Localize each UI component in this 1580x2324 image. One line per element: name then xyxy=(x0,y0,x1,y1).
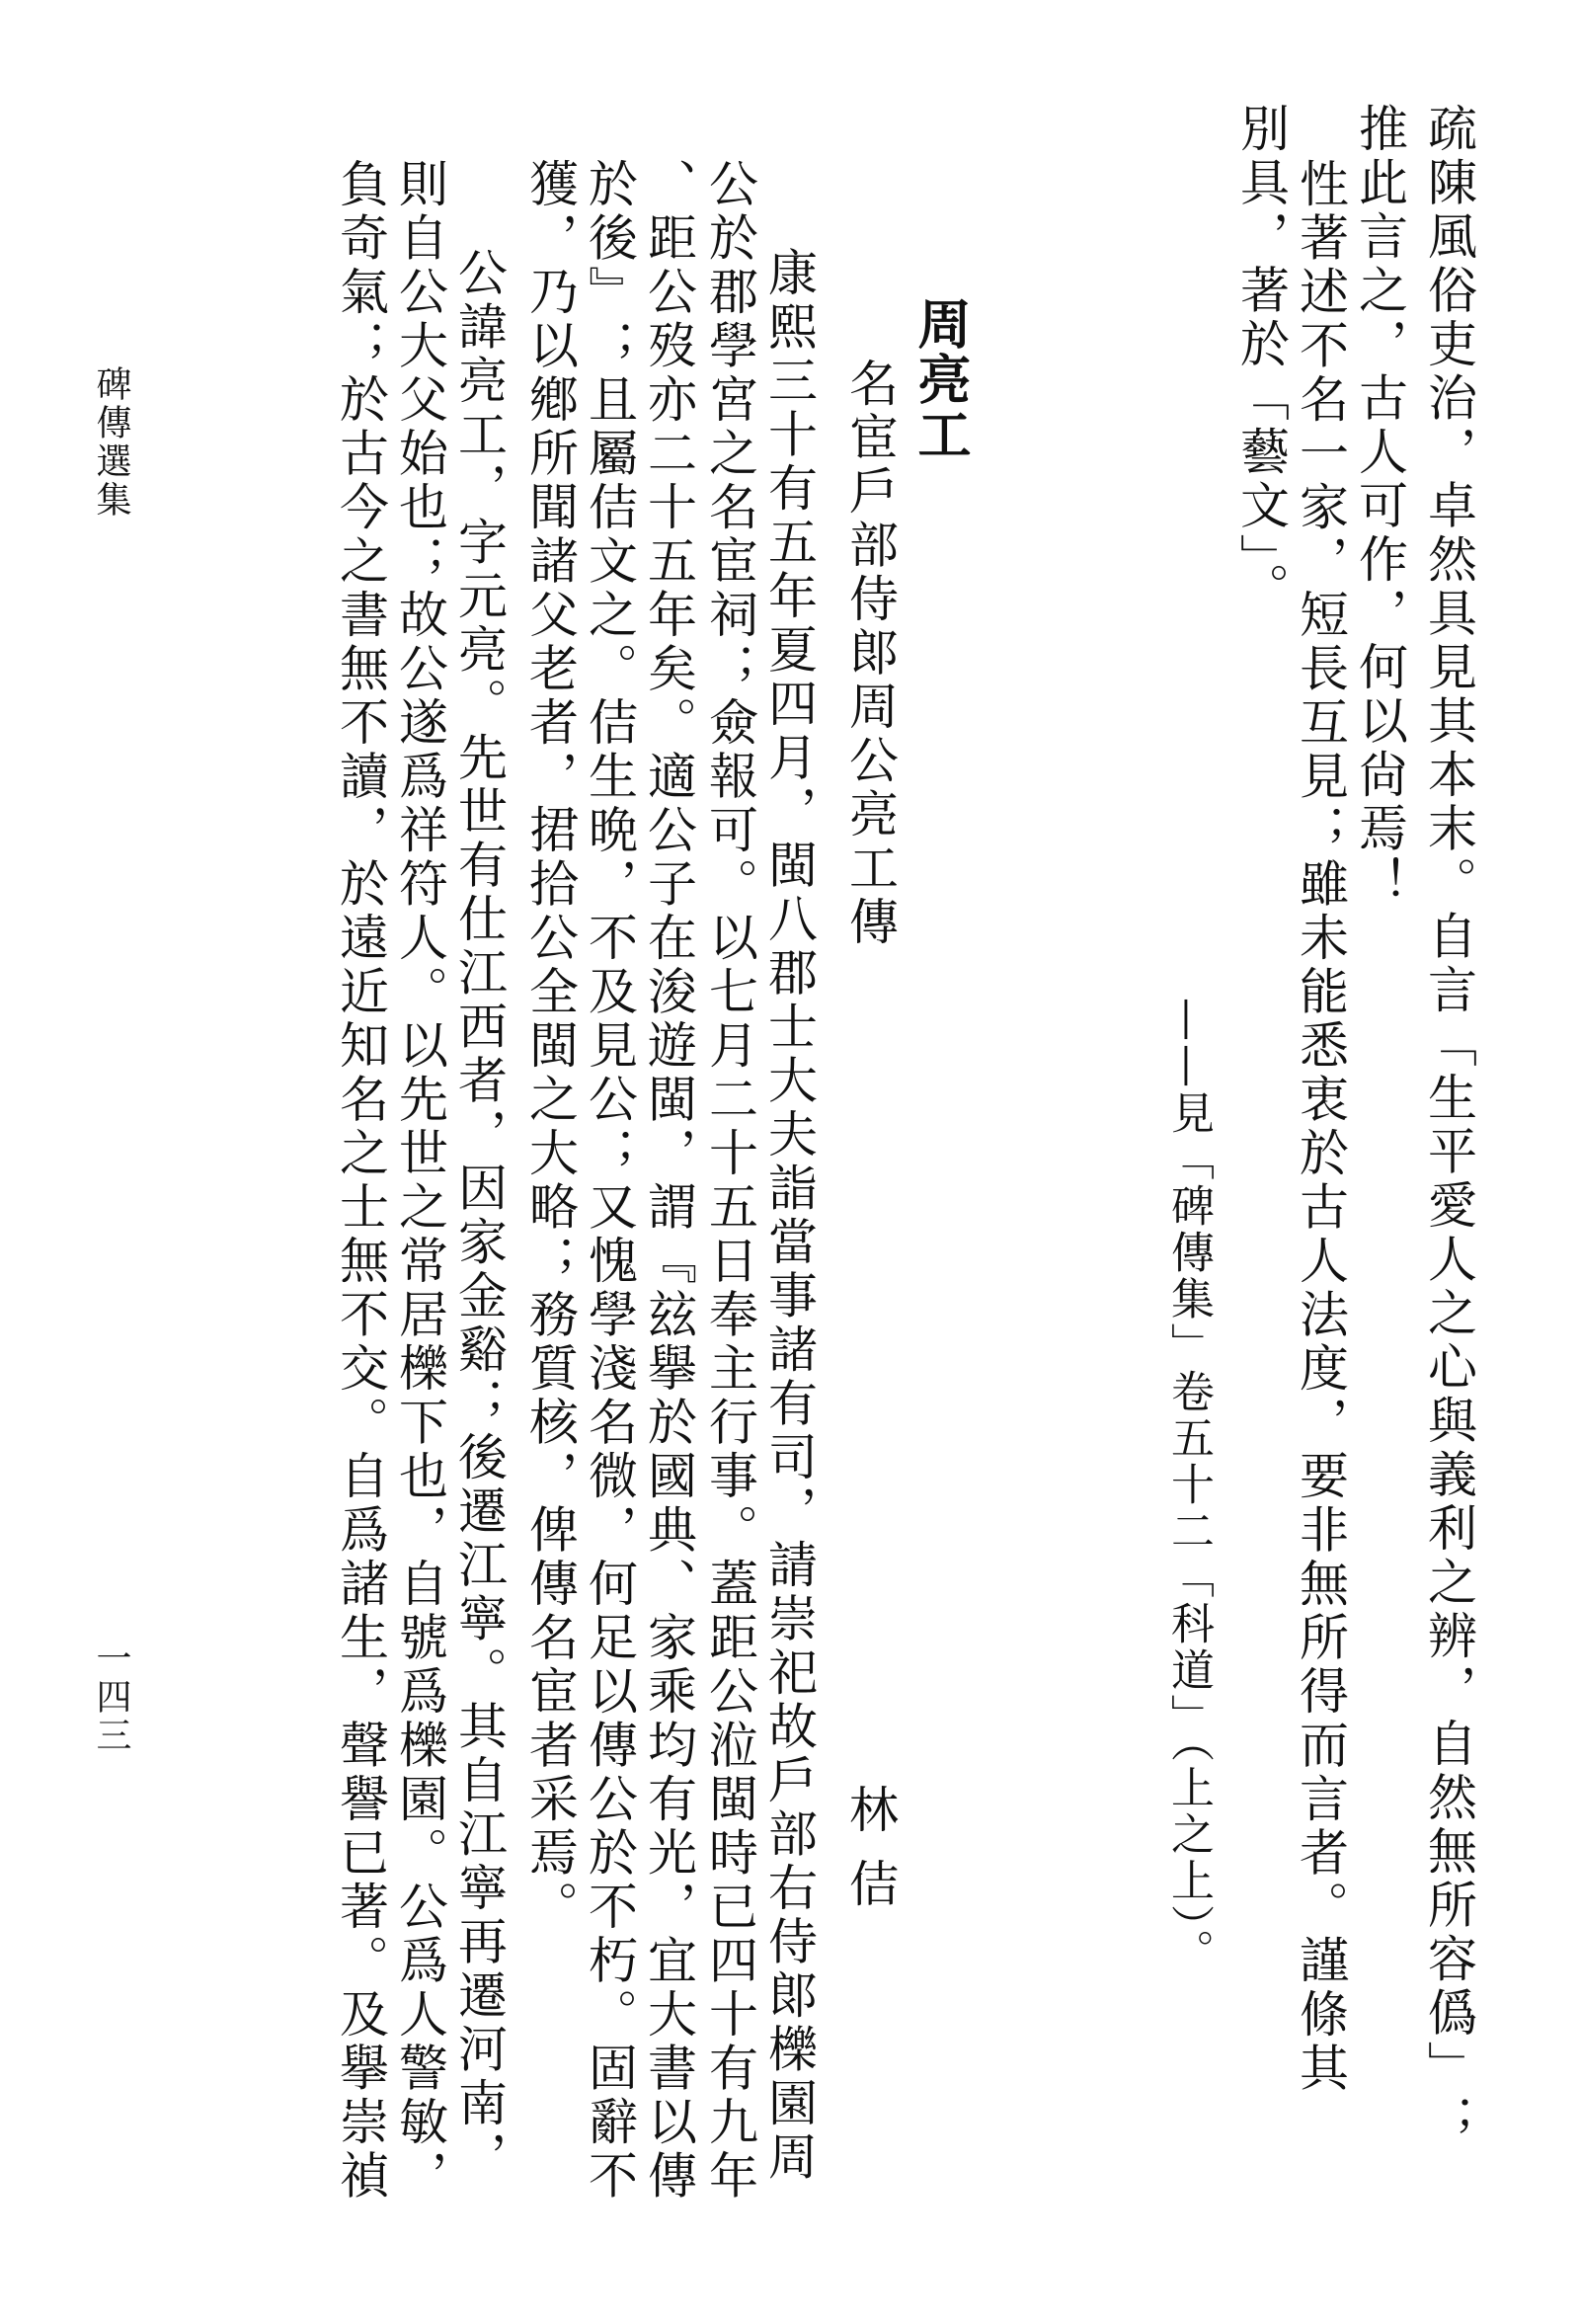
essay-line-2: 公於郡學宮之名宦祠；僉報可。以七月二十五日奉主行事。蓋距公涖閩時已四十有九年 xyxy=(701,158,758,2204)
page-number: 一四三 xyxy=(91,1640,131,1755)
source-citation: ——見「碑傳集」卷五十二「科道」（上之上）。 xyxy=(1163,998,1214,1975)
prev-essay-line-1: 疏陳風俗吏治，卓然具見其本末。自言「生平愛人之心與義利之辨，自然無所容僞」； xyxy=(1420,103,1477,2148)
essay-line-7: 則自公大父始也；故公遂爲祥符人。以先世之常居櫟下也，自號爲櫟園。公爲人警敏， xyxy=(391,158,448,2204)
essay-author: 林 佶 xyxy=(841,1784,899,1912)
essay-title: 周亮工 xyxy=(909,296,973,462)
essay-line-8: 負奇氣；於古今之書無不讀，於遠近知名之士無不交。自爲諸生，聲譽已著。及擧崇禎 xyxy=(332,158,389,2204)
prev-essay-line-2: 推此言之，古人可作，何以尙焉！ xyxy=(1351,103,1408,911)
book-title-header: 碑傳選集 xyxy=(91,365,131,520)
essay-line-1: 康熙三十有五年夏四月，閩八郡士大夫詣當事諸有司，請崇祀故戶部右侍郞櫟園周 xyxy=(760,247,818,2185)
prev-essay-line-4: 別具，著於「藝文」。 xyxy=(1232,103,1290,616)
essay-line-3: 、距公歿亦二十五年矣。適公子在浚遊閩，謂『玆擧於國典、家乘均有光，宜大書以傳 xyxy=(640,158,697,2204)
essay-subtitle: 名宦戶部侍郞周公亮工傳 xyxy=(841,358,899,950)
prev-essay-line-3: 性著述不名一家，短長互見；雖未能悉衷於古人法度，要非無所得而言者。謹條其 xyxy=(1292,158,1349,2096)
essay-line-4: 於後』；且屬佶文之。佶生晩，不及見公；又愧學淺名微，何足以傳公於不朽。固辭不 xyxy=(581,158,638,2204)
essay-line-6: 公諱亮工，字元亮。先世有仕江西者，因家金谿；後遷江寧。其自江寧再遷河南， xyxy=(450,247,508,2185)
essay-line-5: 獲，乃以鄕所聞諸父老者，捃拾公全閩之大略；務質核，俾傳名宦者采焉。 xyxy=(521,158,579,1935)
